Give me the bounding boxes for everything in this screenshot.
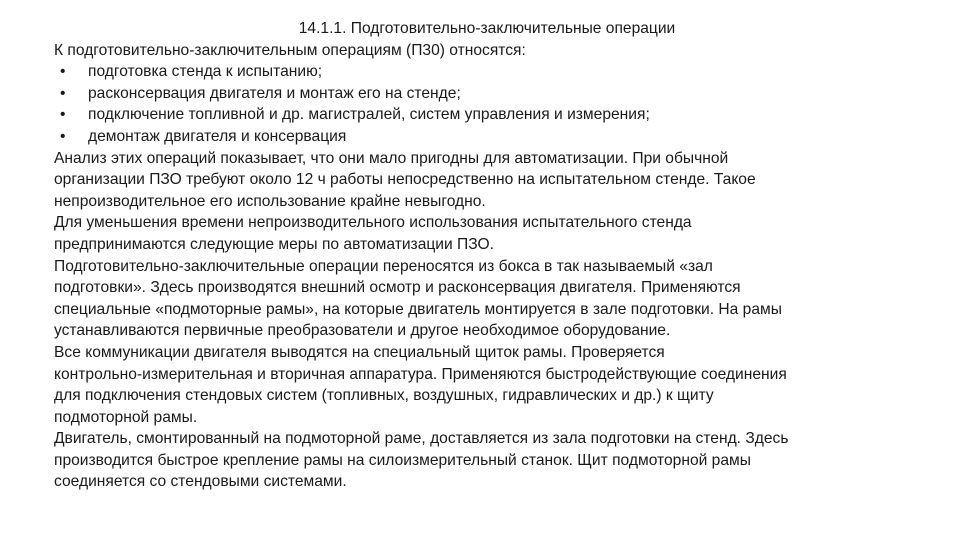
text-line: подмоторной рамы. (54, 408, 198, 426)
text-line: соединяется со стендовыми системами. (54, 473, 347, 491)
text-line: Анализ этих операций показывает, что они мало пригодны для автоматизации. При обычной (54, 149, 729, 167)
text-line: производится быстрое крепление рамы на силоизмерительный станок. Щит подмоторной рамы (54, 451, 751, 469)
text-line: Для уменьшения времени непроизводительного использования испытательного стенда (54, 214, 692, 232)
list-item-text: расконсервация двигателя и монтаж его на стенде; (88, 84, 461, 102)
paragraph-analysis (54, 148, 920, 213)
text-line: для подключения стендовых систем (топливных, воздушных, гидравлических и др.) к щиту (54, 387, 714, 405)
list-item (54, 61, 920, 83)
text-line: контрольно-измерительная и вторичная аппаратура. Применяются быстродействующие соединения (54, 365, 787, 383)
text-line: Подготовительно-заключительные операции переносятся из бокса в так называемый «зал (54, 257, 713, 275)
list-item (54, 104, 920, 126)
text-line: непроизводительное его использование крайне невыгодно. (54, 192, 486, 210)
text-line: предпринимаются следующие меры по автоматизации ПЗО. (54, 235, 494, 253)
text-line: специальные «подмоторные рамы», на которые двигатель монтируется в зале подготовки. На рамы (54, 300, 782, 318)
section-title: 14.1.1. Подготовительно-заключительные операции (298, 20, 676, 37)
bullet-icon: • (60, 84, 66, 102)
paragraph-communications (54, 342, 920, 428)
intro-line: К подготовительно-заключительным операциям (П30) относятся: (54, 41, 526, 59)
text-line: организации ПЗО требуют около 12 ч работы непосредственно на испытательном стенде. Такое (54, 171, 756, 189)
list-item-text: подключение топливной и др. магистралей, систем управления и измерения; (88, 106, 650, 124)
text-line: Двигатель, смонтированный на подмоторной раме, доставляется из зала подготовки на стенд. Здесь (54, 430, 789, 448)
bullet-icon: • (60, 63, 66, 81)
operations-list (54, 61, 920, 147)
text-line: подготовки». Здесь производятся внешний осмотр и расконсервация двигателя. Применяются (54, 279, 741, 297)
list-item (54, 126, 920, 148)
bullet-icon: • (60, 127, 66, 145)
paragraph-mounting (54, 428, 920, 493)
list-item (54, 83, 920, 105)
text-line: Все коммуникации двигателя выводятся на специальный щиток рамы. Проверяется (54, 343, 665, 361)
paragraph-measures (54, 212, 920, 255)
text-line: устанавливаются первичные преобразователи и другое необходимое оборудование. (54, 322, 671, 340)
paragraph-preparation-hall (54, 256, 920, 342)
list-item-text: подготовка стенда к испытанию; (88, 63, 323, 81)
list-item-text: демонтаж двигателя и консервация (88, 127, 347, 145)
bullet-icon: • (60, 106, 66, 124)
